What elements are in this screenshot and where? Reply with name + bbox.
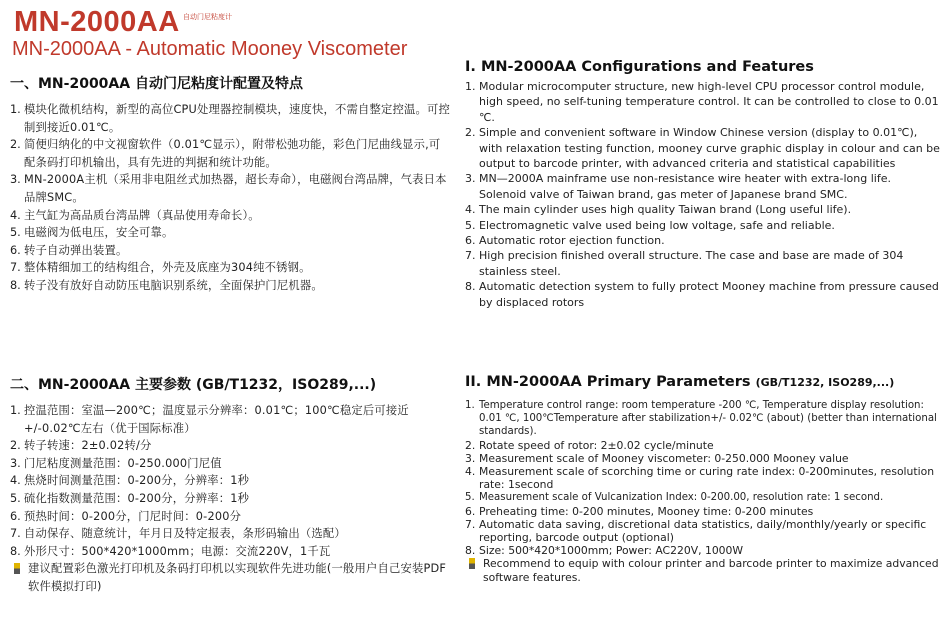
list-item: 5. Measurement scale of Vulcanization Index: 0-200.00, resolution rate: 1 second. bbox=[465, 492, 884, 504]
cn-parameters-section bbox=[10, 374, 450, 596]
en-parameters-heading: II. MN-2000AA Primary Parameters (GB/T1232, ISO289,...) bbox=[465, 374, 895, 390]
en-features-heading: I. MN-2000AA Configurations and Features bbox=[465, 59, 814, 75]
list-item: 8. 外形尺寸：500*420*1000mm；电源：交流220V，1千瓦 bbox=[10, 544, 331, 558]
en-features-list bbox=[465, 79, 940, 310]
list-item: 6. 转子自动弹出装置。 bbox=[10, 243, 128, 257]
list-item: 4. The main cylinder uses high quality Taiwan brand (Long useful life). bbox=[465, 203, 852, 217]
cn-parameters-heading: 二、MN-2000AA 主要参数 (GB/T1232，ISO289,...) bbox=[10, 377, 377, 393]
list-item: 7. 自动保存、随意统计，年月日及特定报表，条形码输出（选配） bbox=[10, 527, 346, 541]
list-item: 1. Modular microcomputer structure, new high-level CPU processor control module, high speed, no self-tuning temperature control. It can be controlled to close to 0.01 ℃. bbox=[465, 80, 939, 124]
list-item: 5. 硫化指数测量范围：0-200分，分辨率：1秒 bbox=[10, 491, 250, 505]
list-item: 4. 主气缸为高品质台湾品牌（真品使用寿命长）。 bbox=[10, 208, 260, 222]
bullet-bar-icon bbox=[469, 558, 475, 569]
cn-features-heading: 一、MN-2000AA 自动门尼粘度计配置及特点 bbox=[10, 76, 303, 92]
list-item: 1. 模块化微机结构，新型的高位CPU处理器控制模块，速度快，不需自整定控温。可控制到接近0.01℃。 bbox=[10, 103, 450, 134]
list-item: 3. 门尼粘度测量范围：0-250.000门尼值 bbox=[10, 456, 222, 470]
list-item: 6. Preheating time: 0-200 minutes, Mooney time: 0-200 minutes bbox=[465, 504, 814, 518]
en-parameters-standards: (GB/T1232, ISO289,...) bbox=[755, 376, 895, 389]
list-item: 4. Measurement scale of scorching time or curing rate index: 0-200minutes, resolution rate: 1second bbox=[465, 465, 935, 492]
cn-features-section bbox=[10, 73, 450, 295]
cn-features-list bbox=[10, 101, 450, 295]
list-item: 5. Electromagnetic valve used being low voltage, safe and reliable. bbox=[465, 218, 835, 232]
list-item: 6. Automatic rotor ejection function. bbox=[465, 234, 665, 248]
list-item: 3. MN-2000A主机（采用非电阻丝式加热器，超长寿命），电磁阀台湾品牌，气表日本品牌SMC。 bbox=[10, 173, 447, 204]
list-item: 7. High precision finished overall structure. The case and base are made of 304 stainless steel. bbox=[465, 249, 904, 278]
list-item: 1. Temperature control range: room temperature -200 ℃, Temperature display resolution: 0.01 ℃, 100℃Temperature after stabilization+/- 0.02℃ (about) (better than international standards). bbox=[465, 400, 937, 438]
list-item: 2. 转子转速：2±0.02转/分 bbox=[10, 439, 152, 453]
cn-parameters-list bbox=[10, 402, 450, 560]
list-item: 8. 转子没有放好自动防压电脑识别系统，全面保护门尼机器。 bbox=[10, 278, 323, 292]
en-parameters-section bbox=[465, 374, 940, 584]
product-tag: 自动门尼粘度计 bbox=[183, 13, 232, 21]
list-item: 8. Automatic detection system to fully protect Mooney machine from pressure caused by displaced rotors bbox=[465, 280, 939, 309]
bullet-bar-icon bbox=[14, 563, 20, 574]
list-item: 8. Size: 500*420*1000mm; Power: AC220V, 1000W bbox=[465, 544, 744, 558]
list-item: 3. Measurement scale of Mooney viscometer: 0-250.000 Mooney value bbox=[465, 451, 849, 465]
list-item: 1. 控温范围：室温—200℃；温度显示分辨率：0.01℃；100℃稳定后可接近+/-0.02℃左右（优于国际标准） bbox=[10, 404, 409, 435]
list-item: 4. 焦烧时间测量范围：0-200分，分辨率：1秒 bbox=[10, 474, 250, 488]
en-parameters-list bbox=[465, 399, 940, 557]
product-model-title: MN-2000AA bbox=[14, 6, 180, 38]
product-subtitle: MN-2000AA - Automatic Mooney Viscometer bbox=[12, 38, 408, 60]
list-item: 7. 整体精细加工的结构组合，外壳及底座为304纯不锈钢。 bbox=[10, 261, 311, 275]
en-recommendation-note: Recommend to equip with colour printer and barcode printer to maximize advanced software features. bbox=[465, 557, 940, 583]
en-features-section bbox=[465, 59, 940, 310]
list-item: 3. MN—2000A mainframe use non-resistance wire heater with extra-long life. Solenoid valve of Taiwan brand, gas meter of Japanese brand SMC. bbox=[465, 172, 891, 201]
list-item: 2. Rotate speed of rotor: 2±0.02 cycle/minute bbox=[465, 438, 714, 452]
list-item: 7. Automatic data saving, discretional data statistics, daily/monthly/yearly or specific reporting, barcode output (optional) bbox=[465, 517, 927, 545]
list-item: 2. Simple and convenient software in Window Chinese version (display to 0.01℃), with relaxation testing function, mooney curve graphic display in colour and can be output to barcode printer, with advanced criteria and statistical capabilities bbox=[465, 126, 940, 171]
list-item: 6. 预热时间：0-200分，门尼时间：0-200分 bbox=[10, 509, 242, 523]
list-item: 5. 电磁阀为低电压，安全可靠。 bbox=[10, 226, 174, 240]
list-item: 2. 简便归纳化的中文视窗软件（0.01℃显示），附带松弛功能，彩色门尼曲线显示,可配条码打印机输出，具有先进的判据和统计功能。 bbox=[10, 138, 441, 169]
cn-recommendation-note: 建议配置彩色激光打印机及条码打印机以实现软件先进功能(一般用户自己安装PDF软件模拟打印) bbox=[10, 560, 450, 595]
